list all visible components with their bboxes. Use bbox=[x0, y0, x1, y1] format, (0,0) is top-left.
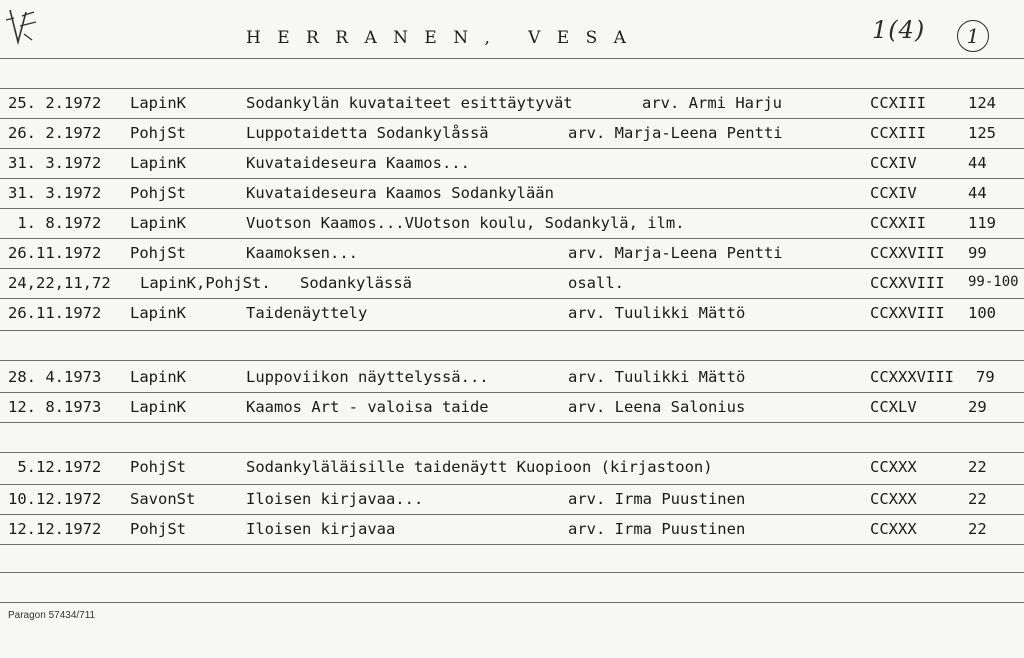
table-row bbox=[0, 298, 1024, 328]
row-title: Kuvataideseura Kaamos... bbox=[246, 154, 470, 172]
row-reviewer: arv. Tuulikki Mättö bbox=[568, 304, 746, 322]
row-reviewer: arv. Marja-Leena Pentti bbox=[568, 244, 783, 262]
row-date: 12.12.1972 bbox=[8, 520, 102, 538]
row-date: 26.11.1972 bbox=[8, 244, 102, 262]
row-roman: CCXXX bbox=[870, 520, 917, 538]
row-paper: LapinK bbox=[130, 154, 186, 172]
row-date: 12. 8.1973 bbox=[8, 398, 102, 416]
row-title: Kaamoksen... bbox=[246, 244, 358, 262]
table-row bbox=[0, 178, 1024, 208]
row-title: Sodankylän kuvataiteet esittäytyvät bbox=[246, 94, 573, 112]
row-roman: CCXXVIII bbox=[870, 244, 945, 262]
row-number: 22 bbox=[968, 520, 987, 538]
row-title: Vuotson Kaamos...VUotson koulu, Sodankylä, ilm. bbox=[246, 214, 685, 232]
row-number: 99-100 bbox=[968, 274, 1019, 290]
row-number: 99 bbox=[968, 244, 987, 262]
rule-line bbox=[0, 544, 1024, 545]
row-roman: CCXXVIII bbox=[870, 274, 945, 292]
row-paper: PohjSt bbox=[130, 520, 186, 538]
row-title: Sodankylässä bbox=[300, 274, 412, 292]
row-roman: CCXLV bbox=[870, 398, 917, 416]
row-title: Kaamos Art - valoisa taide bbox=[246, 398, 489, 416]
row-roman: CCXXII bbox=[870, 214, 926, 232]
row-number: 125 bbox=[968, 124, 996, 142]
table-row bbox=[0, 452, 1024, 482]
row-reviewer: arv. Irma Puustinen bbox=[568, 520, 746, 538]
row-date: 24,22,11,72 bbox=[8, 274, 111, 292]
table-row bbox=[0, 238, 1024, 268]
row-date: 25. 2.1972 bbox=[8, 94, 102, 112]
table-row bbox=[0, 88, 1024, 118]
row-number: 44 bbox=[968, 154, 987, 172]
table-row bbox=[0, 484, 1024, 514]
handwritten-page-note: 1(4) bbox=[872, 16, 926, 44]
rule-line bbox=[0, 602, 1024, 603]
row-reviewer: arv. Marja-Leena Pentti bbox=[568, 124, 783, 142]
row-title: Luppotaidetta Sodankylåssä bbox=[246, 124, 489, 142]
card-title: H E R R A N E N , V E S A bbox=[246, 28, 632, 48]
table-row bbox=[0, 208, 1024, 238]
row-title: Luppoviikon näyttelyssä... bbox=[246, 368, 489, 386]
row-date: 31. 3.1972 bbox=[8, 184, 102, 202]
row-roman: CCXIII bbox=[870, 124, 926, 142]
row-date: 26.11.1972 bbox=[8, 304, 102, 322]
rule-line bbox=[0, 422, 1024, 423]
row-date: 31. 3.1972 bbox=[8, 154, 102, 172]
rule-line bbox=[0, 330, 1024, 331]
row-paper: LapinK,PohjSt. bbox=[140, 274, 271, 292]
row-date: 26. 2.1972 bbox=[8, 124, 102, 142]
row-paper: LapinK bbox=[130, 398, 186, 416]
table-row bbox=[0, 268, 1024, 298]
row-paper: PohjSt bbox=[130, 184, 186, 202]
row-number: 22 bbox=[968, 490, 987, 508]
row-reviewer: arv. Leena Salonius bbox=[568, 398, 746, 416]
row-reviewer: arv. Armi Harju bbox=[642, 94, 782, 112]
row-date: 10.12.1972 bbox=[8, 490, 102, 508]
row-roman: CCXIV bbox=[870, 154, 917, 172]
row-title: Iloisen kirjavaa... bbox=[246, 490, 424, 508]
row-roman: CCXXVIII bbox=[870, 304, 945, 322]
row-number: 100 bbox=[968, 304, 996, 322]
row-reviewer: arv. Irma Puustinen bbox=[568, 490, 746, 508]
row-reviewer: osall. bbox=[568, 274, 624, 292]
row-title: Kuvataideseura Kaamos Sodankylään bbox=[246, 184, 554, 202]
row-paper: LapinK bbox=[130, 214, 186, 232]
row-paper: PohjSt bbox=[130, 458, 186, 476]
table-row bbox=[0, 148, 1024, 178]
print-footer: Paragon 57434/711 bbox=[8, 610, 96, 621]
row-paper: PohjSt bbox=[130, 124, 186, 142]
table-row bbox=[0, 118, 1024, 148]
row-number: 29 bbox=[968, 398, 987, 416]
row-paper: PohjSt bbox=[130, 244, 186, 262]
row-number: 124 bbox=[968, 94, 996, 112]
row-number: 119 bbox=[968, 214, 996, 232]
row-title: Taidenäyttely bbox=[246, 304, 368, 322]
row-number: 22 bbox=[968, 458, 987, 476]
rule-line bbox=[0, 360, 1024, 361]
table-row bbox=[0, 392, 1024, 422]
row-title: Iloisen kirjavaa bbox=[246, 520, 396, 538]
row-date: 28. 4.1973 bbox=[8, 368, 102, 386]
row-number: 44 bbox=[968, 184, 987, 202]
rule-line bbox=[0, 572, 1024, 573]
row-roman: CCXXX bbox=[870, 458, 917, 476]
row-title: Sodankyläläisille taidenäytt Kuopioon (kirjastoon) bbox=[246, 458, 713, 476]
row-paper: LapinK bbox=[130, 304, 186, 322]
row-roman: CCXIV bbox=[870, 184, 917, 202]
row-paper: LapinK bbox=[130, 94, 186, 112]
handwritten-circled-number: 1 bbox=[957, 20, 989, 52]
row-reviewer: arv. Tuulikki Mättö bbox=[568, 368, 746, 386]
rule-line bbox=[0, 58, 1024, 59]
row-roman: CCXXXVIII bbox=[870, 368, 954, 386]
archive-stamp-icon bbox=[4, 6, 38, 46]
row-number: 79 bbox=[976, 368, 995, 386]
row-roman: CCXXX bbox=[870, 490, 917, 508]
row-paper: LapinK bbox=[130, 368, 186, 386]
row-roman: CCXIII bbox=[870, 94, 926, 112]
row-date: 5.12.1972 bbox=[8, 458, 102, 476]
row-paper: SavonSt bbox=[130, 490, 196, 508]
row-date: 1. 8.1972 bbox=[8, 214, 102, 232]
table-row bbox=[0, 362, 1024, 392]
table-row bbox=[0, 514, 1024, 544]
